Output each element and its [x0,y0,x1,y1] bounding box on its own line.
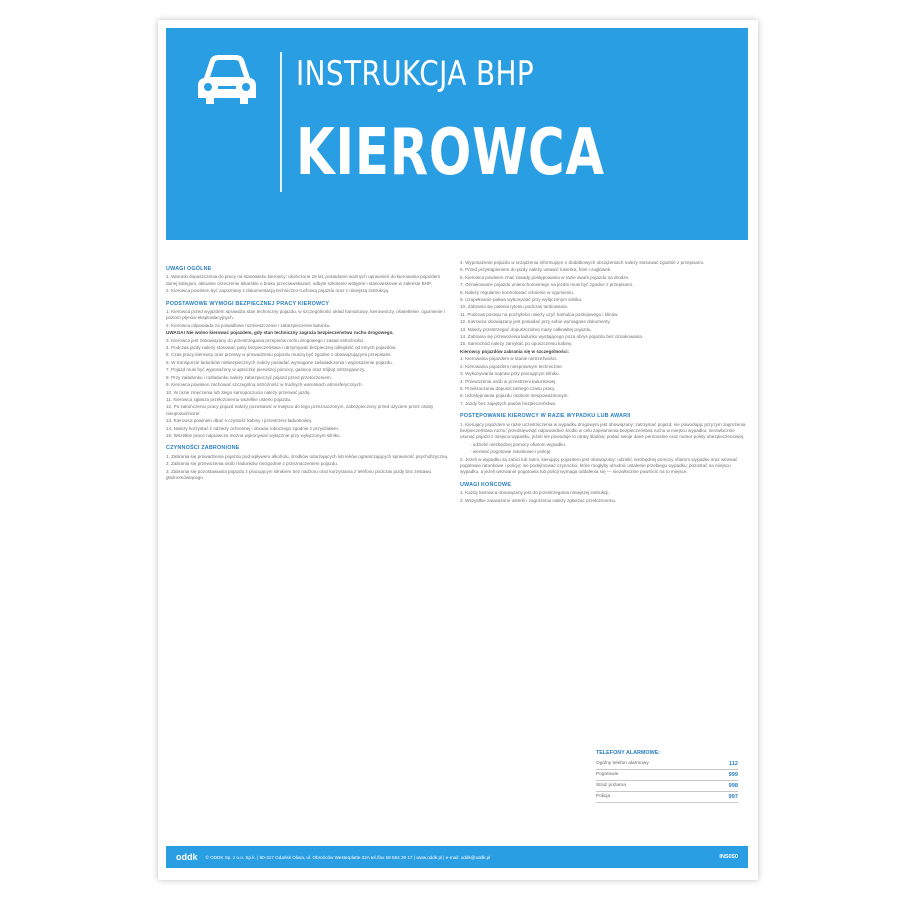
paragraph: 1. Zabrania się prowadzenia pojazdu pod wpływem alkoholu, środków odurzających lub leków ograniczających sprawność psychofizyczną. [166,453,449,459]
section-driver-prohibitions [460,349,746,407]
paragraph: 15. Wszelkie prace naprawcze można wykonywać wyłącznie przy wyłączonym silniku. [166,432,341,438]
paragraph: 6. W transporcie ładunków niebezpiecznych należy posiadać wymagane zaświadczenia i wyposażenie pojazdu. [166,359,394,365]
alarm-label: Ogólny telefon alarmowy [596,761,649,766]
paragraph: 12. Kierowca obowiązany jest posiadać przy sobie wymagane dokumenty. [460,319,611,325]
paragraph: 5. Czas pracy kierowcy oraz przerwy w prowadzeniu pojazdu muszą być zgodne z obowiązującymi przepisami. [166,352,392,358]
section-forbidden-actions [166,445,452,481]
paragraph: 1. Warunki dopuszczenia do pracy na stanowisku kierowcy: ukończone 18 lat, posiadanie ważnych uprawnień do kierowania pojazdem danej kategorii, aktualne orzeczenie lekarskie o braku przeciwwskazań, odbyte szkolenie wstępne i stanowiskowe w zakresie BHP. [166,274,441,286]
section-general [166,266,452,295]
section-heading: PODSTAWOWE WYMOGI BEZPIECZNEJ PRACY KIEROWCY [166,300,330,307]
paragraph: 15. Samochód należy zamykać po opuszczeniu kabiny. [460,341,573,347]
paragraph: 4. Wyposażenie pojazdu w urządzenia informujące o dodatkowych obciążeniach należy stosować zgodnie z przepisami. [460,260,705,265]
paragraph: 4. Przewożenia osób w przestrzeni ładunkowej. [460,378,557,384]
paragraph: 6. Kierowca powinien znać zasady postępowania w razie awarii pojazdu na drodze. [460,274,630,280]
paragraph: 3. Wykonywania napraw przy pracującym silniku. [460,371,560,377]
paragraph: 3. Zabrania się pozostawiania pojazdu z pracującym silnikiem bez nadzoru oraz korzystania z telefonu podczas jazdy bez zestawu głośnomówiącego. [166,468,432,480]
paragraph: 2. Kierowca powinien być zapoznany z dokumentacją techniczno-ruchową pojazdu oraz z niniejszą instrukcją. [166,288,390,294]
instruction-poster [158,20,758,880]
footer-text: © ODDK Sp. z o.o. Sp.k. | 80-317 Gdańsk Oliwa, ul. Obrońców Westerplatte 32A tel./fax 58 554 29 17 | www.oddk.pl | e-mail: oddk@oddk.pl [205,854,491,860]
paragraph: - udzielić niezbędnej pomocy ofiarom wypadku. [470,441,567,447]
alarm-heading: TELEFONY ALARMOWE: [596,750,661,756]
product-code: INS050 [719,854,738,860]
paragraph: 5. Przekraczania dopuszczalnego czasu pracy. [460,385,556,391]
paragraph: 13. Kierowca powinien dbać o czystość kabiny i przestrzeni ładunkowej. [166,418,313,424]
paragraph: 14. Należy korzystać z odzieży ochronnej i obuwia roboczego zgodnie z przydziałem. [166,425,340,431]
header-divider [280,52,282,192]
section-heading: UWAGI OGÓLNE [166,266,212,272]
paragraph: 1. Kierowania pojazdem w stanie nietrzeźwości. [460,356,558,362]
alarm-row [596,792,738,803]
paragraph: 3. Kierowca jest zobowiązany do przestrzegania przepisów ruchu drogowego i zasad ostrożności. [166,337,365,343]
paragraph: 11. Kierowca zgłasza przełożonemu wszelkie usterki pojazdu. [166,396,292,402]
paragraph: 2. Jeżeli w wypadku są zabici lub ranni, kierujący pojazdem jest obowiązany: udzielić niezbędnej pomocy ofiarom wypadku oraz wezwać pogotowie ratunkowe i policję; nie podejmować czynności, które mogłyby utrudnić ustalenie przebiegu wypadku; pozostać na miejscu wypadku, a jeżeli wezwanie pogotowia lub policji wymaga oddalenia się — niezwłocznie powrócić na to miejsce. [460,456,738,475]
alarm-row [596,781,738,792]
paragraph: 7. Pojazd musi być wyposażony w apteczkę pierwszej pomocy, gaśnicę oraz trójkąt ostrzegawczy. [166,367,366,373]
paragraph: 12. Po zakończeniu pracy pojazd należy pozostawić w miejscu do tego przeznaczonym, zabezpieczony przed użyciem przez osoby nieupoważnione. [166,404,434,416]
section-basic-requirements [166,301,452,440]
subsection-heading: Kierowcy pojazdów zabrania się w szczególności: [460,348,570,354]
paragraph: 1. Kierowca przed wyjazdem sprawdza stan techniczny pojazdu, w szczególności układ hamulcowy, kierowniczy, oświetlenie, ogumienie i poziom płynów eksploatacyjnych. [166,309,445,321]
paragraph: - wezwać pogotowie ratunkowe i policję. [470,449,552,455]
alarm-number: 112 [728,761,738,767]
poster-header [166,28,748,240]
poster-kicker: INSTRUKCJA BHP [296,54,535,94]
paragraph: 8. Przy załadunku i rozładunku należy zabezpieczyć pojazd przed przetoczeniem. [166,374,332,380]
paragraph: 6. Udostępniania pojazdu osobom nieupoważnionym. [460,393,569,399]
section-heading: UWAGI KOŃCOWE [460,481,512,488]
paragraph: 9. Uzupełnianie paliwa wykonywać przy wyłączonym silniku. [460,297,583,303]
paragraph: 1. Każdy kierowca obowiązany jest do przestrzegania niniejszej instrukcji. [460,490,610,496]
alarm-row [596,770,738,781]
section-final-remarks [460,482,746,504]
paragraph: 11. Podczas postoju na pochyłości należy użyć hamulca postojowego i klinów. [460,311,619,317]
section-continued [460,260,746,348]
paragraph: 9. Kierowca powinien zachować szczególną ostrożność w trudnych warunkach atmosferycznych. [166,382,363,388]
poster-title: KIEROWCA [296,116,605,190]
alarm-number: 999 [728,772,738,778]
paragraph: 8. Należy regularnie kontrolować ciśnienie w ogumieniu. [460,289,575,295]
section-accident-procedure [460,413,746,476]
alarm-row [596,759,738,770]
paragraph: 2. Wszystkie zauważone usterki i zagrożenia należy zgłaszać przełożonemu. [460,497,617,503]
paragraph: 1. Kierujący pojazdem w razie uczestniczenia w wypadku drogowym jest obowiązany: zatrzymać pojazd, nie powodując przy tym zagrożenia bezpieczeństwa ruchu; przedsięwziąć odpowiednie środki w celu zapewnienia bezpieczeństwa ruchu w miejscu wypadku; niezwłocznie usunąć pojazd z miejsca wypadku, jeżeli nie powoduje to utraty śladów; podać swoje dane personalne oraz numer polisy ubezpieczeniowej. [460,421,746,440]
poster-footer [166,846,748,868]
paragraph: 2. Kierowca odpowiada za prawidłowe rozmieszczenie i zabezpieczenie ładunku. [166,322,331,328]
paragraph: UWAGA! Nie wolno kierować pojazdem, gdy stan techniczny zagraża bezpieczeństwu ruchu drogowego. [166,330,394,336]
alarm-label: Policja [596,794,611,799]
section-heading: POSTĘPOWANIE KIEROWCY W RAZIE WYPADKU LUB AWARII [460,413,631,420]
right-column [460,260,746,505]
paragraph: 10. W razie zmęczenia lub złego samopoczucia należy przerwać jazdę. [166,389,311,395]
left-column [166,260,452,482]
alarm-number: 998 [728,783,738,789]
car-icon [194,48,260,108]
alarm-phones-box [596,750,738,803]
alarm-number: 997 [728,794,738,800]
section-heading: CZYNNOŚCI ZABRONIONE [166,445,240,452]
paragraph: 10. Zabrania się palenia tytoniu podczas tankowania. [460,304,569,310]
paragraph: 13. Należy przestrzegać dopuszczalnej masy całkowitej pojazdu. [460,326,592,332]
paragraph: 7. Oznakowanie pojazdu unieruchomionego na jezdni musi być zgodne z przepisami. [460,282,634,288]
paragraph: 2. Kierowania pojazdem niesprawnym technicznie. [460,363,563,369]
paragraph: 2. Zabrania się przewożenia osób i ładunków niezgodnie z przeznaczeniem pojazdu. [166,461,339,467]
alarm-label: Straż pożarna [596,783,626,788]
paragraph: 4. Podczas jazdy należy stosować pasy bezpieczeństwa i utrzymywać bezpieczną odległość od innych pojazdów. [166,345,397,351]
paragraph: 14. Zabrania się przewożenia ładunku wystającego poza obrys pojazdu bez oznakowania. [460,334,644,340]
paragraph: 7. Jazdy bez zapiętych pasów bezpieczeństwa. [460,400,557,406]
paragraph: 5. Przed przystąpieniem do jazdy należy ustawić lusterka, fotel i zagłówek. [460,267,612,273]
alarm-label: Pogotowie [596,772,619,777]
oddk-logo: oddk [176,852,198,862]
